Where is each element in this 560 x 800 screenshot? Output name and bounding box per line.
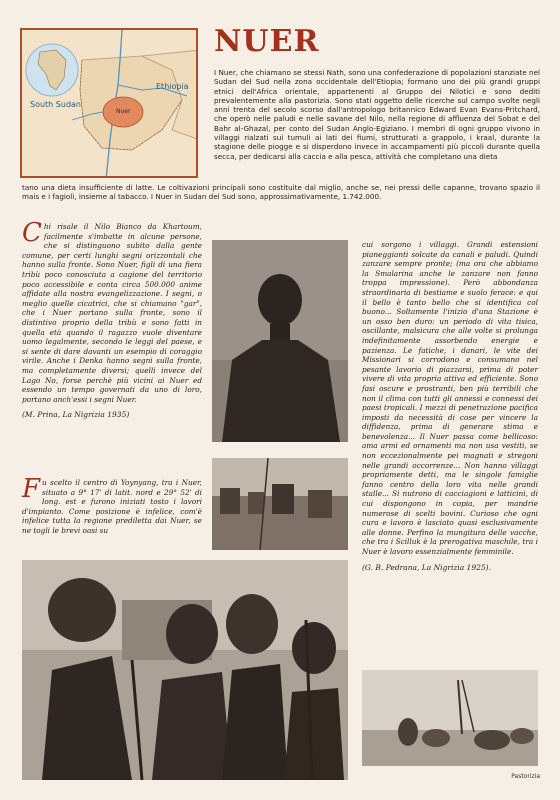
dropcap-c: C (22, 218, 42, 248)
column-left-paragraph-2: u scelto il centro di Yoynyang, tra i Nuer, situato a 9° 17' di latit. nord e 29° 52' di long. est e furono iniziati tosto i lavori d'impianto. Come posizione è infelice, com'è infelice tutta la regione prediletta dai Nuer, se ne togli le brevi oasi su (22, 478, 202, 535)
intro-paragraph-top: I Nuer, che chiamano se stessi Nath, sono una confederazione di popolazioni stanziate nel Sudan del Sud nella zona occidentale dell'Etiopia; formano uno dei più grandi gruppi etnici dell'Africa orientale, appartenenti al Gruppo dei Nilotici e sono dediti prevalentemente alla pastorizia. Sono stati oggetto delle ricerche sul campo svolte negli anni trenta del secolo scorso dall'antropologo britannico Edward Evan Evans-Pritchard, che operò nelle paludi e nelle savane del Nilo, nella regione di affluenza del Sobat e del Bahr al-Ghazal, per conto del Sudan Anglo-Egiziano. I membri di ogni gruppo vivono in villaggi rialzati sui tumuli ai lati dei fiumi, strutturati a grappolo, i kraal, durante la stagione delle piogge e si disperdono invece in accampamenti più piccoli durante quella secca, per dedicarsi alla caccia e alla pesca, attività che completano una dieta (214, 68, 540, 161)
column-right (362, 240, 538, 572)
citation-prina: (M. Prina, La Nigrizia 1935) (22, 410, 130, 420)
citation-pedrana: (G. B. Pedrana, La Nigrizia 1925). (362, 562, 491, 572)
dropcap-f: F (22, 474, 41, 504)
warriors-photo (22, 560, 348, 780)
herding-photo (362, 670, 538, 766)
page-title: NUER (214, 24, 320, 59)
location-map (20, 28, 198, 178)
map-label-ethiopia: Ethiopia (156, 82, 189, 91)
portrait-photo (212, 240, 348, 442)
intro-paragraph-bottom: tano una dieta insufficiente di latte. Le coltivazioni principali sono costituite dal miglio, anche se, nei pressi delle capanne, trovano spazio il mais e i fagioli, insieme al tabacco. I Nuer in Sudan del Sud sono, approssimativamente, 1.742.000. (22, 183, 540, 202)
column-left-paragraph-1: hi risale il Nilo Bianco da Khartoum, facilmente s'imbatte in alcune persone, che si distinguono subito dalla gente comune, per certi lunghi segni orizzontali che hanno sulla fronte. Sono Nuer, figli di una fiera tribù poco conosciuta a cagione del territorio poco accessibile e conta circa 500.000 anime affidate alla nostra evangelizzazione. I segni, o meglio quelle cicatrici, che si chiamano "gar", che i Nuer portano sulla fronte, sono il distintivo proprio della tribù e sono fatti in quella età quando il ragazzo vuole diventare uomo legalmente, secondo le leggi del paese, e si sente di dare davanti un esempio di coraggio virile. Anche i Denka hanno segni sulla fronte, ma completamente diversi; quelli invece del Lago No, forse perchè più vicini ai Nuer ed essendo un tempo governati da uno di loro, portano anch'essi i segni Nuer. (22, 222, 202, 404)
map-label-south-sudan: South Sudan (30, 100, 81, 109)
column-right-paragraph: cui sorgono i villaggi. Grandi estensioni pianeggianti solcate da canali e paludi. Quindi zanzare sempre pronte; (ma ora che abbiamo la Smalarina anche le zanzare non fanno troppa impressione). Però abbondanza straordinaria di bestiame e suolo ferace: e qui il bello è tanto bello che si identifica col buono... Soltamente l'inizio d'una Stazione è un osso ben duro: un periodo di vita tisica, oscillante, malsicura che alle volte si prolunga indefinitamente assorbendo energie e pazienza. Le fatiche, i danari, le vite dei Missionari si corrodono e consumano nel pesante lavorio di piazzarsi, prima di poter vivere di vita propria attiva ed efficiente. Sono fasi oscure e prostranti, ben più terribili che non il clima con tutti gli annessi e connessi dei paesi tropicali. I mezzi di penetrazione pacifica imposti da necessità di cose per vincere la diffidenza, prima di generare stima e benevolenza... Il Nuer passa come bellicoso: ama armi ed ornamenti ma non usa vestiti, se non eccezionalmente pei magnati e stregoni nelle grandi occorrenze... Non hanno villaggi propriamente detti, ma le singole famiglie fanno centro della loro vita nelle grandi stalle... Si nutrono di cacciagioni e latticini, di cui dispongono in copia, per mandrie numerose di scelti bovini. Curioso che ogni cura e lavoro è lasciato quasi esclusivamente alle donne. Perfino la mungitura delle vacche, che tra i Scilluk è la prerogativa maschile, tra i Nuer è lavoro essenzialmente femminile. (362, 240, 538, 556)
column-left-bottom (22, 474, 202, 536)
map-label-nuer: Nuer (116, 108, 131, 115)
column-left-top (22, 218, 202, 420)
village-photo (212, 458, 348, 550)
photo-caption: Pastorizia (511, 773, 540, 780)
